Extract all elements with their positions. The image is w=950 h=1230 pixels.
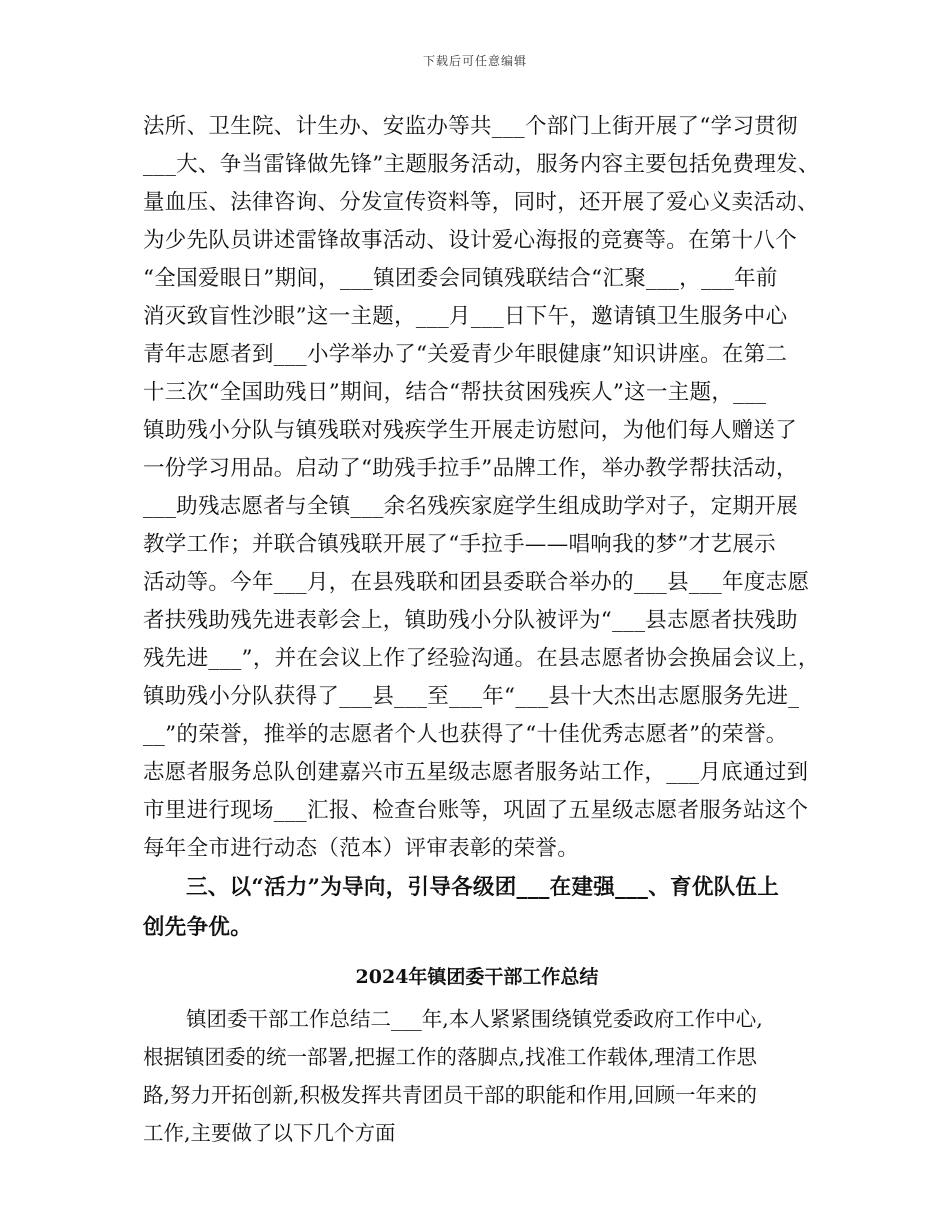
text-line: 市里进行现场___汇报、检查台账等，巩固了五星级志愿者服务站这个 [143, 798, 809, 823]
text-line: 工作,主要做了以下几个方面 [143, 1121, 396, 1145]
text-line: 十三次“全国助残日”期间，结合“帮扶贫困残疾人”这一主题，___ [143, 380, 767, 405]
text-line: 消灭致盲性沙眼”这一主题，___月___日下午，邀请镇卫生服务中心 [143, 304, 788, 329]
paragraph-volunteer-activities [143, 108, 820, 868]
text-line: 镇助残小分队获得了___县___至___年“___县十大杰出志愿服务先进_ [143, 684, 800, 709]
section-heading-line: 创先争优。 [143, 915, 253, 940]
text-line: 根据镇团委的统一部署,把握工作的落脚点,找准工作载体,理清工作思 [143, 1045, 758, 1069]
text-line: 一份学习用品。启动了“助残手拉手”品牌工作，举办教学帮扶活动， [143, 456, 798, 481]
text-line: 教学工作；并联合镇残联开展了“手拉手——唱响我的梦”才艺展示 [143, 532, 776, 557]
text-line: 残先进___”，并在会议上作了经验沟通。在县志愿者协会换届会议上， [143, 646, 820, 671]
text-line: 镇助残小分队与镇残联对残疾学生开展走访慰问，为他们每人赠送了 [143, 418, 798, 443]
document-title: 2024年镇团委干部工作总结 [355, 966, 599, 988]
page-header-note: 下载后可任意编辑 [422, 54, 527, 68]
text-line: ___大、争当雷锋做先锋”主题服务活动，服务内容主要包括免费理发、 [143, 152, 820, 177]
text-line: __”的荣誉，推举的志愿者个人也获得了“十佳优秀志愿者”的荣誉。 [143, 722, 788, 747]
text-line: 青年志愿者到___小学举办了“关爱青少年眼健康”知识讲座。在第二 [143, 342, 788, 367]
text-line: 路,努力开拓创新,积极发挥共青团员干部的职能和作用,回顾一年来的 [143, 1083, 758, 1107]
section-heading-line: 三、以“活力”为导向，引导各级团___在建强___、育优队伍上 [186, 875, 780, 900]
text-line: ___助残志愿者与全镇___余名残疾家庭学生组成助学对子，定期开展 [143, 494, 798, 519]
text-line: 镇团委干部工作总结二___年,本人紧紧围绕镇党委政府工作中心, [186, 1007, 763, 1031]
document-body [143, 108, 820, 1152]
text-line: 志愿者服务总队创建嘉兴市五星级志愿者服务站工作，___月底通过到 [143, 760, 809, 785]
section-heading-three [143, 868, 811, 948]
text-line: 为少先队员讲述雷锋故事活动、设计爱心海报的竞赛等。在第十八个 [143, 228, 798, 253]
text-line: 量血压、法律咨询、分发宣传资料等，同时，还开展了爱心义卖活动、 [143, 190, 819, 215]
text-line: 法所、卫生院、计生办、安监办等共___个部门上街开展了“学习贯彻 [143, 114, 798, 139]
text-line: 者扶残助残先进表彰会上，镇助残小分队被评为“___县志愿者扶残助 [143, 608, 798, 633]
text-line: 每年全市进行动态（范本）评审表彰的荣誉。 [143, 836, 580, 861]
text-line: “全国爱眼日”期间，___镇团委会同镇残联结合“汇聚___，___年前 [143, 266, 778, 291]
paragraph-summary-intro [143, 1000, 811, 1152]
text-line: 活动等。今年___月，在县残联和团县委联合举办的___县___年度志愿 [143, 570, 810, 595]
